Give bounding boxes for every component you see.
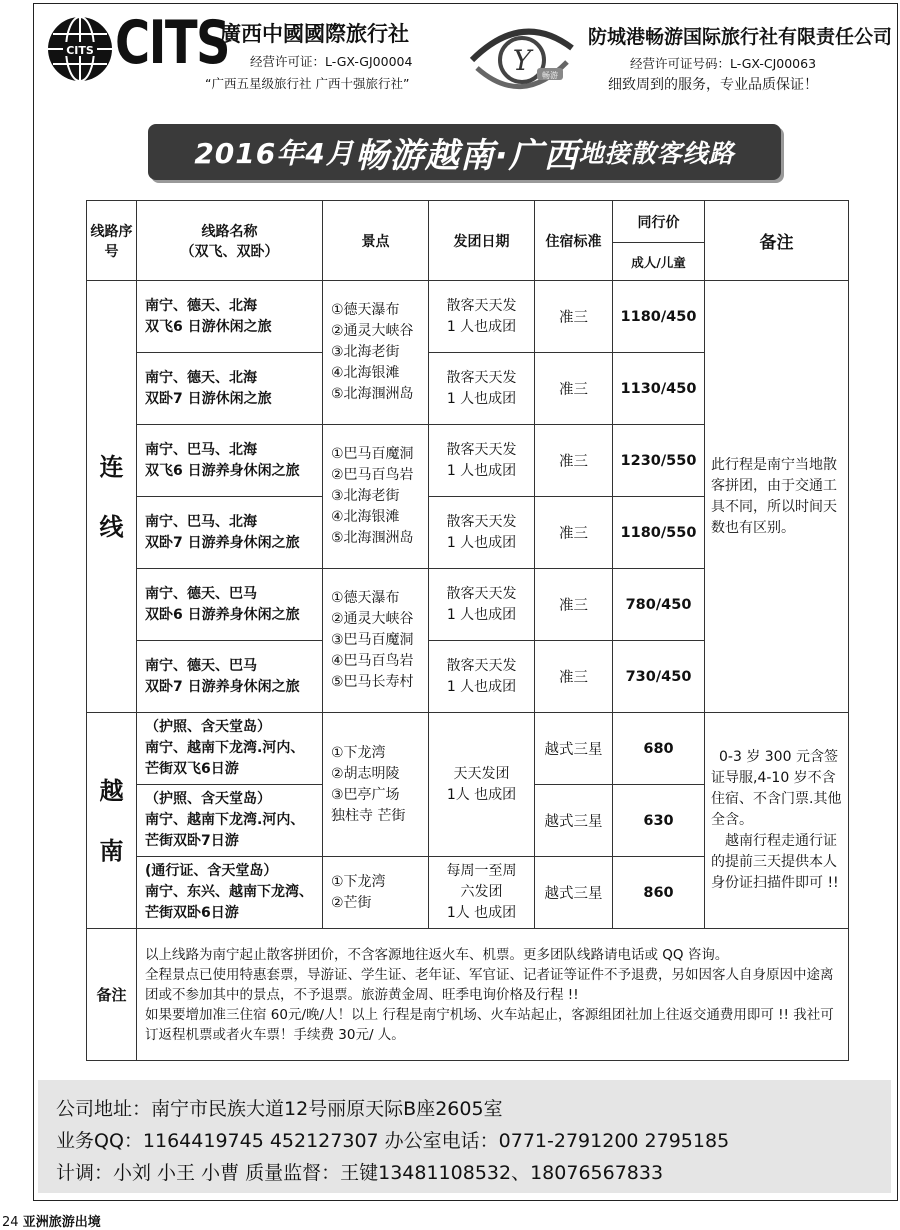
header-seq: 线路序号 (87, 201, 137, 281)
scenic-item: ③巴亭广场 (331, 786, 400, 803)
route-name-line3: 芒街双飞6日游 (145, 761, 239, 777)
company1-license: 经营许可证：L-GX-GJ00004 (250, 54, 413, 69)
departure-line2: 1 人也成团 (446, 606, 517, 623)
route-name-line2: 双卧7 日游养身休闲之旅 (145, 678, 300, 695)
scenic-item: ①下龙湾 (331, 744, 386, 761)
scenic-item: ③巴马百魔洞 (331, 632, 414, 648)
page-footer (2, 1211, 101, 1230)
departure-cell (429, 425, 535, 497)
departure-line2: 六发团 (460, 884, 503, 900)
staff-contacts: 计调：小刘 小王 小曹 质量监督：王键13481108532、18076567833 (56, 1162, 664, 1184)
scenic-item: ③北海老街 (331, 344, 400, 360)
category-lianxian (87, 281, 137, 713)
price-cell: 1180/450 (613, 281, 705, 353)
notes-row (87, 929, 849, 1061)
route-name-line2: 南宁、东兴、越南下龙湾、 (145, 884, 313, 900)
cits-logo-text: CITS (115, 8, 229, 78)
departure-line1: 每周一至周 (446, 863, 517, 879)
price-cell: 1230/550 (613, 425, 705, 497)
scenic-cell (323, 425, 429, 569)
magazine-name: 亚洲旅游出境 (22, 1215, 101, 1230)
svg-text:畅游: 畅游 (542, 71, 558, 80)
route-name-line1: (通行证、含天堂岛） (145, 863, 278, 879)
departure-line1: 天天发团 (453, 765, 510, 782)
lodging-cell: 准三 (535, 497, 613, 569)
route-name-line1: 南宁、巴马、北海 (145, 513, 257, 530)
scenic-cell (323, 857, 429, 929)
route-name-line2: 双卧6 日游养身休闲之旅 (145, 606, 300, 623)
company2-slogan: 细致周到的服务，专业品质保证！ (608, 77, 818, 93)
banner-date: 2016年4月 (194, 137, 355, 170)
route-name (137, 353, 323, 425)
route-name (137, 785, 323, 857)
departure-line2: 1 人也成团 (446, 318, 517, 335)
header-remark: 备注 (705, 201, 849, 281)
route-name (137, 641, 323, 713)
departure-line1: 散客天天发 (446, 297, 517, 314)
price-cell: 680 (613, 713, 705, 785)
price-cell: 630 (613, 785, 705, 857)
departure-line2: 1 人也成团 (446, 678, 517, 695)
banner-sub: 地接散客线路 (578, 139, 735, 168)
scenic-item: ⑤北海涠洲岛 (331, 530, 414, 546)
remark-line1: 0-3 岁 300 元含签证导服,4-10 岁不含住宿、不含门票.其他全含。 (711, 749, 842, 828)
category-vietnam (87, 713, 137, 929)
departure-line1: 散客天天发 (446, 369, 517, 386)
route-name (137, 713, 323, 785)
scenic-item: ②芒街 (331, 894, 372, 911)
contact-footer (38, 1080, 891, 1193)
scenic-item: ⑤北海涠洲岛 (331, 386, 414, 402)
departure-line1: 散客天天发 (446, 441, 517, 458)
departure-line1: 散客天天发 (446, 657, 517, 674)
title-banner (148, 124, 781, 180)
lodging-cell: 准三 (535, 641, 613, 713)
route-name (137, 857, 323, 929)
scenic-item: ④巴马百鸟岩 (331, 653, 414, 669)
company1-slogan: “广西五星级旅行社 广西十强旅行社” (205, 76, 410, 91)
route-name-line2: 双卧7 日游养身休闲之旅 (145, 534, 300, 551)
scenic-item: ②胡志明陵 (331, 765, 400, 782)
departure-cell (429, 281, 535, 353)
scenic-cell (323, 281, 429, 425)
lodging-cell: 越式三星 (535, 785, 613, 857)
note-line: 如果要增加准三住宿 60元/晚/人！以上 行程是南宁机场、火车站起止，客源组团社加上往返交通费用即可 !! 我社可订返程机票或者火车票！手续费 30元/ 人。 (145, 1006, 834, 1043)
scenic-item: ①巴马百魔洞 (331, 446, 414, 462)
note-line: 以上线路为南宁起止散客拼团价，不含客源地往返火车、机票。更多团队线路请电话或 QQ 咨询。 (145, 946, 729, 963)
header-departure: 发团日期 (429, 201, 535, 281)
notes-cell (137, 929, 849, 1061)
scenic-cell (323, 713, 429, 857)
scenic-item: ④北海银滩 (331, 509, 400, 525)
departure-line2: 1 人也成团 (446, 534, 517, 551)
company2-name: 防城港畅游国际旅行社有限责任公司 (588, 26, 893, 48)
departure-line2: 1 人也成团 (446, 390, 517, 407)
header-price-sub: 成人/儿童 (613, 243, 705, 281)
route-name-line2: 双飞6 日游养身休闲之旅 (145, 462, 300, 479)
page-number: 24 (2, 1215, 19, 1230)
category-vietnam-label: 越南 (99, 775, 124, 865)
header-lodging: 住宿标准 (535, 201, 613, 281)
company2-license: 经营许可证号码：L-GX-CJ00063 (630, 56, 817, 71)
departure-line1: 散客天天发 (446, 585, 517, 602)
route-name-line1: （护照、含天堂岛） (145, 719, 271, 735)
route-name-line1: （护照、含天堂岛） (145, 791, 271, 807)
departure-line1: 散客天天发 (446, 513, 517, 530)
scenic-item: ①下龙湾 (331, 873, 386, 890)
category-lianxian-label: 连线 (99, 451, 124, 541)
header-name-sub: （双飞、双卧） (180, 243, 279, 260)
remark-cell-vietnam (705, 713, 849, 929)
table-row (87, 713, 849, 785)
company-address: 公司地址：南宁市民族大道12号丽原天际B座2605室 (56, 1098, 503, 1120)
scenic-item: ③北海老街 (331, 488, 400, 504)
departure-cell (429, 713, 535, 857)
scenic-item: ②通灵大峡谷 (331, 323, 414, 339)
lodging-cell: 准三 (535, 569, 613, 641)
scenic-item: ④北海银滩 (331, 365, 400, 381)
table-row (87, 281, 849, 353)
lodging-cell: 准三 (535, 353, 613, 425)
route-name-line1: 南宁、德天、北海 (145, 297, 257, 314)
svg-text:Y: Y (512, 44, 532, 77)
header-name-main: 线路名称 (201, 223, 258, 240)
route-name (137, 569, 323, 641)
scenic-item: ②巴马百鸟岩 (331, 467, 414, 483)
departure-line2: 1人 也成团 (446, 786, 517, 803)
header-name (137, 201, 323, 281)
svg-text:CITS: CITS (66, 44, 94, 57)
route-name-line1: 南宁、德天、北海 (145, 369, 257, 386)
header-scenic: 景点 (323, 201, 429, 281)
lodging-cell: 越式三星 (535, 857, 613, 929)
scenic-item: ①德天瀑布 (331, 302, 400, 318)
cits-header (45, 8, 455, 102)
scenic-item: 独柱寺 芒街 (331, 807, 406, 824)
note-line: 全程景点已使用特惠套票，导游证、学生证、老年证、军官证、记者证等证件不予退费，另如因客人自身原因中途离团或不参加其中的景点，不予退票。旅游黄金周、旺季电询价格及行程 !! (145, 966, 834, 1003)
header-price: 同行价 (613, 201, 705, 243)
price-cell: 730/450 (613, 641, 705, 713)
departure-cell (429, 497, 535, 569)
departure-cell (429, 641, 535, 713)
banner-main: 畅游越南·广西 (354, 135, 579, 176)
notes-label: 备注 (87, 929, 137, 1061)
departure-line2: 1 人也成团 (446, 462, 517, 479)
route-table (86, 200, 849, 1061)
price-cell: 780/450 (613, 569, 705, 641)
route-name (137, 281, 323, 353)
route-name-line1: 南宁、德天、巴马 (145, 657, 257, 674)
remark-line2: 越南行程走通行证的提前三天提供本人身份证扫描件即可 !! (711, 833, 839, 891)
route-name-line2: 双飞6 日游休闲之旅 (145, 318, 272, 335)
route-name-line3: 芒街双卧6日游 (145, 905, 239, 921)
remark-cell: 此行程是南宁当地散客拼团，由于交通工具不同，所以时间天数也有区别。 (705, 281, 849, 713)
price-cell: 1130/450 (613, 353, 705, 425)
changyou-logo (467, 18, 577, 96)
cits-globe-logo (45, 14, 115, 84)
scenic-cell (323, 569, 429, 713)
contact-qq-phone: 业务QQ：1164419745 452127307 办公室电话：0771-2791200 2795185 (56, 1130, 730, 1152)
lodging-cell: 越式三星 (535, 713, 613, 785)
route-name-line3: 芒街双卧7日游 (145, 833, 239, 849)
departure-cell (429, 353, 535, 425)
route-name (137, 425, 323, 497)
departure-cell (429, 857, 535, 929)
route-name-line1: 南宁、巴马、北海 (145, 441, 257, 458)
route-name (137, 497, 323, 569)
lodging-cell: 准三 (535, 281, 613, 353)
price-cell: 1180/550 (613, 497, 705, 569)
scenic-item: ⑤巴马长寿村 (331, 674, 414, 690)
route-name-line2: 南宁、越南下龙湾.河内、 (145, 740, 305, 756)
price-cell: 860 (613, 857, 705, 929)
route-name-line1: 南宁、德天、巴马 (145, 585, 257, 602)
scenic-item: ①德天瀑布 (331, 590, 400, 606)
scenic-item: ②通灵大峡谷 (331, 611, 414, 627)
route-name-line2: 双卧7 日游休闲之旅 (145, 390, 272, 407)
departure-cell (429, 569, 535, 641)
route-name-line2: 南宁、越南下龙湾.河内、 (145, 812, 305, 828)
departure-line3: 1人 也成团 (446, 905, 517, 921)
company1-name: 廣西中國國際旅行社 (220, 21, 409, 46)
lodging-cell: 准三 (535, 425, 613, 497)
